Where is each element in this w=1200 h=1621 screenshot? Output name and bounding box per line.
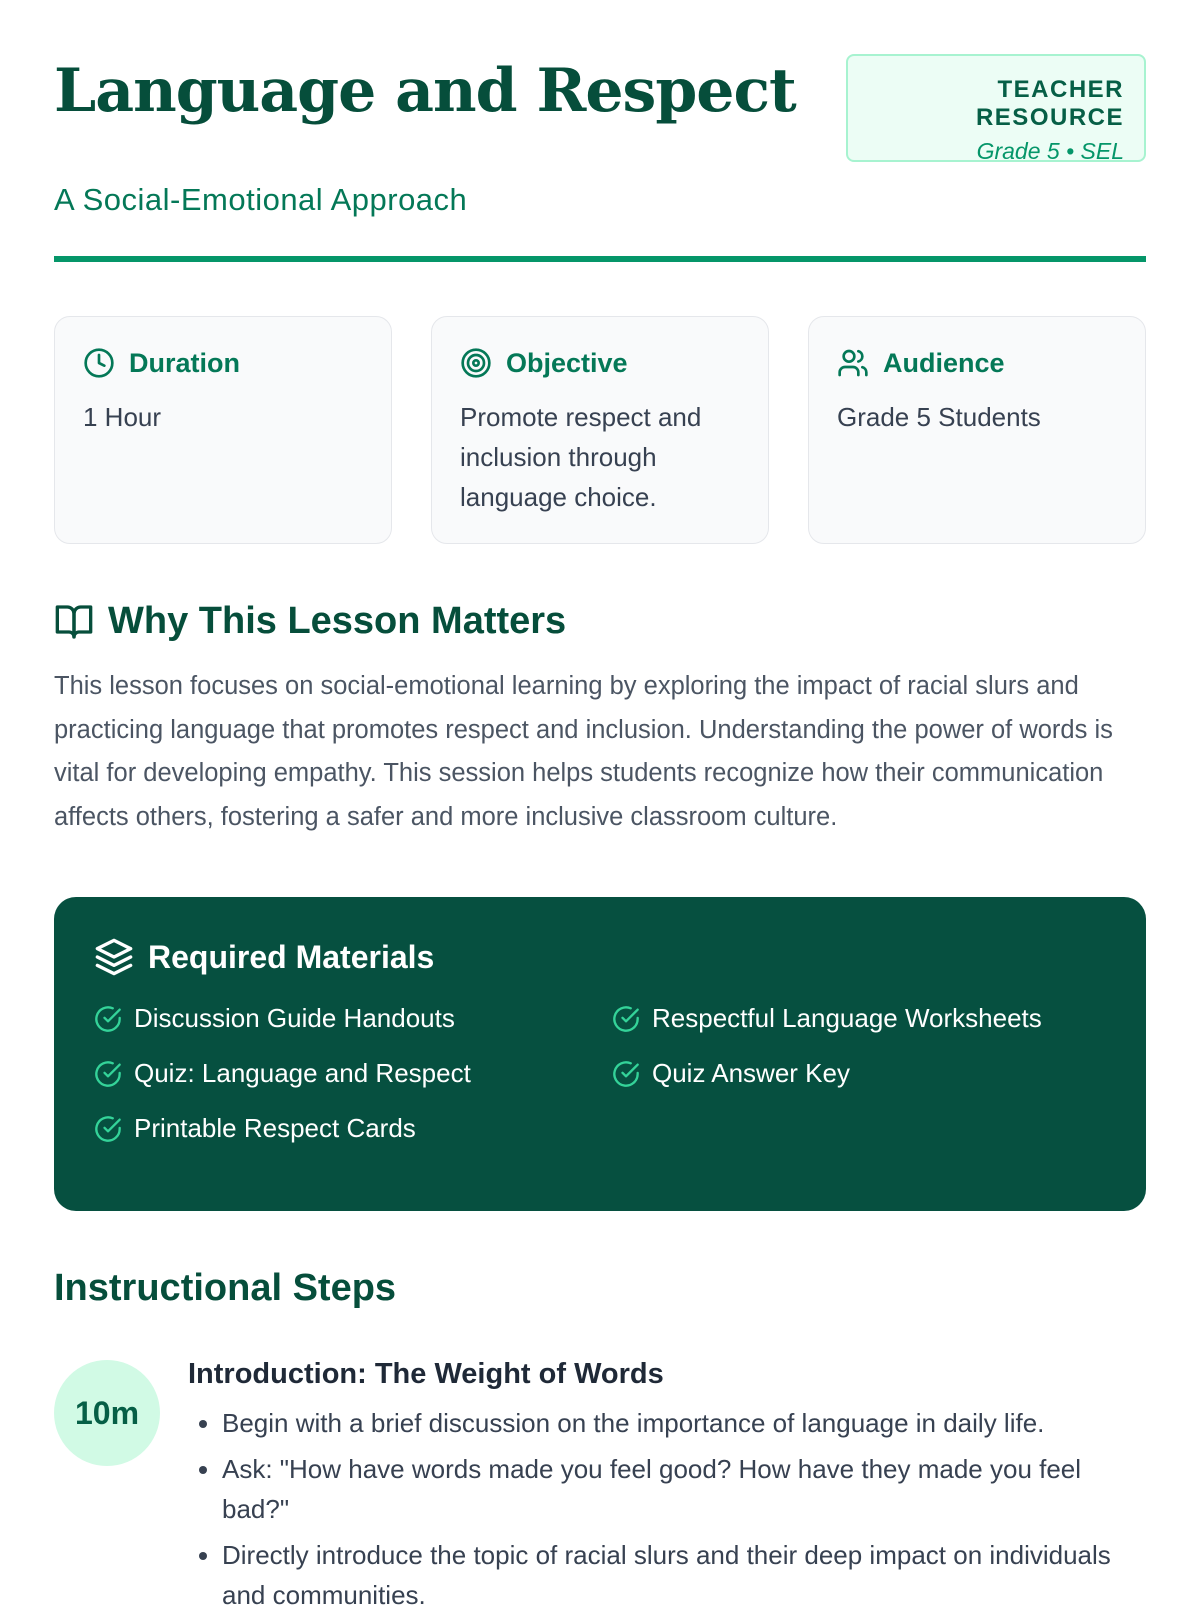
material-label: Quiz: Language and Respect bbox=[134, 1058, 471, 1088]
teacher-resource-badge bbox=[846, 54, 1146, 162]
step-bullet: • Directly introduce the topic of racial slurs and their deep impact on individuals and communities. bbox=[222, 1535, 1128, 1615]
materials-title: Required Materials bbox=[148, 938, 435, 975]
step-bullets bbox=[188, 1403, 1128, 1615]
info-cards bbox=[54, 316, 1146, 544]
step-bullet: • Begin with a brief discussion on the importance of language in daily life. bbox=[222, 1403, 1128, 1443]
instruction-step bbox=[54, 1354, 1146, 1621]
section-title: Why This Lesson Matters bbox=[108, 600, 567, 642]
header bbox=[54, 54, 1146, 217]
target-icon bbox=[460, 347, 492, 379]
materials-panel bbox=[54, 897, 1146, 1211]
check-circle-icon bbox=[612, 1005, 640, 1033]
material-label: Respectful Language Worksheets bbox=[652, 1003, 1042, 1033]
why-section-heading bbox=[54, 600, 1146, 643]
step-bullet: • Ask: "How have words made you feel good? How have they made you feel bad?" bbox=[222, 1449, 1128, 1529]
material-label: Discussion Guide Handouts bbox=[134, 1003, 455, 1033]
page-subtitle: A Social-Emotional Approach bbox=[54, 182, 468, 217]
badge-subtitle: Grade 5 • SEL bbox=[976, 138, 1124, 164]
card-title: Audience bbox=[883, 347, 1005, 378]
header-divider bbox=[54, 256, 1146, 262]
card-title: Objective bbox=[506, 347, 628, 378]
step-duration-badge: 10m bbox=[54, 1360, 160, 1466]
steps-heading: Instructional Steps bbox=[54, 1267, 397, 1309]
page-title: Language and Respect bbox=[54, 56, 796, 126]
card-text: Grade 5 Students bbox=[837, 402, 1041, 432]
info-card-audience bbox=[808, 316, 1146, 544]
info-card-duration bbox=[54, 316, 392, 544]
material-item bbox=[94, 1113, 612, 1144]
check-circle-icon bbox=[94, 1115, 122, 1143]
materials-list bbox=[94, 1003, 1106, 1144]
check-circle-icon bbox=[94, 1060, 122, 1088]
layers-icon bbox=[94, 937, 134, 977]
material-label: Printable Respect Cards bbox=[134, 1113, 416, 1143]
material-item bbox=[612, 1003, 1130, 1034]
step-title: Introduction: The Weight of Words bbox=[188, 1358, 664, 1390]
material-item bbox=[94, 1003, 612, 1034]
card-text: 1 Hour bbox=[83, 402, 162, 432]
card-text: Promote respect and inclusion through language choice. bbox=[460, 402, 702, 512]
users-icon bbox=[837, 347, 869, 379]
material-label: Quiz Answer Key bbox=[652, 1058, 850, 1088]
clock-icon bbox=[83, 347, 115, 379]
card-title: Duration bbox=[129, 347, 240, 378]
why-paragraph: This lesson focuses on social-emotional learning by exploring the impact of racial slurs and practicing language that promotes respect and inclusion. Understanding the power of words is vital for developing empathy. This session helps students recognize how their communication affects others, fostering a safer and more inclusive classroom culture. bbox=[54, 672, 1113, 831]
book-open-icon bbox=[54, 602, 94, 642]
badge-title: TEACHER RESOURCE bbox=[975, 76, 1124, 131]
material-item bbox=[94, 1058, 612, 1089]
check-circle-icon bbox=[612, 1060, 640, 1088]
check-circle-icon bbox=[94, 1005, 122, 1033]
info-card-objective bbox=[431, 316, 769, 544]
material-item bbox=[612, 1058, 1130, 1089]
